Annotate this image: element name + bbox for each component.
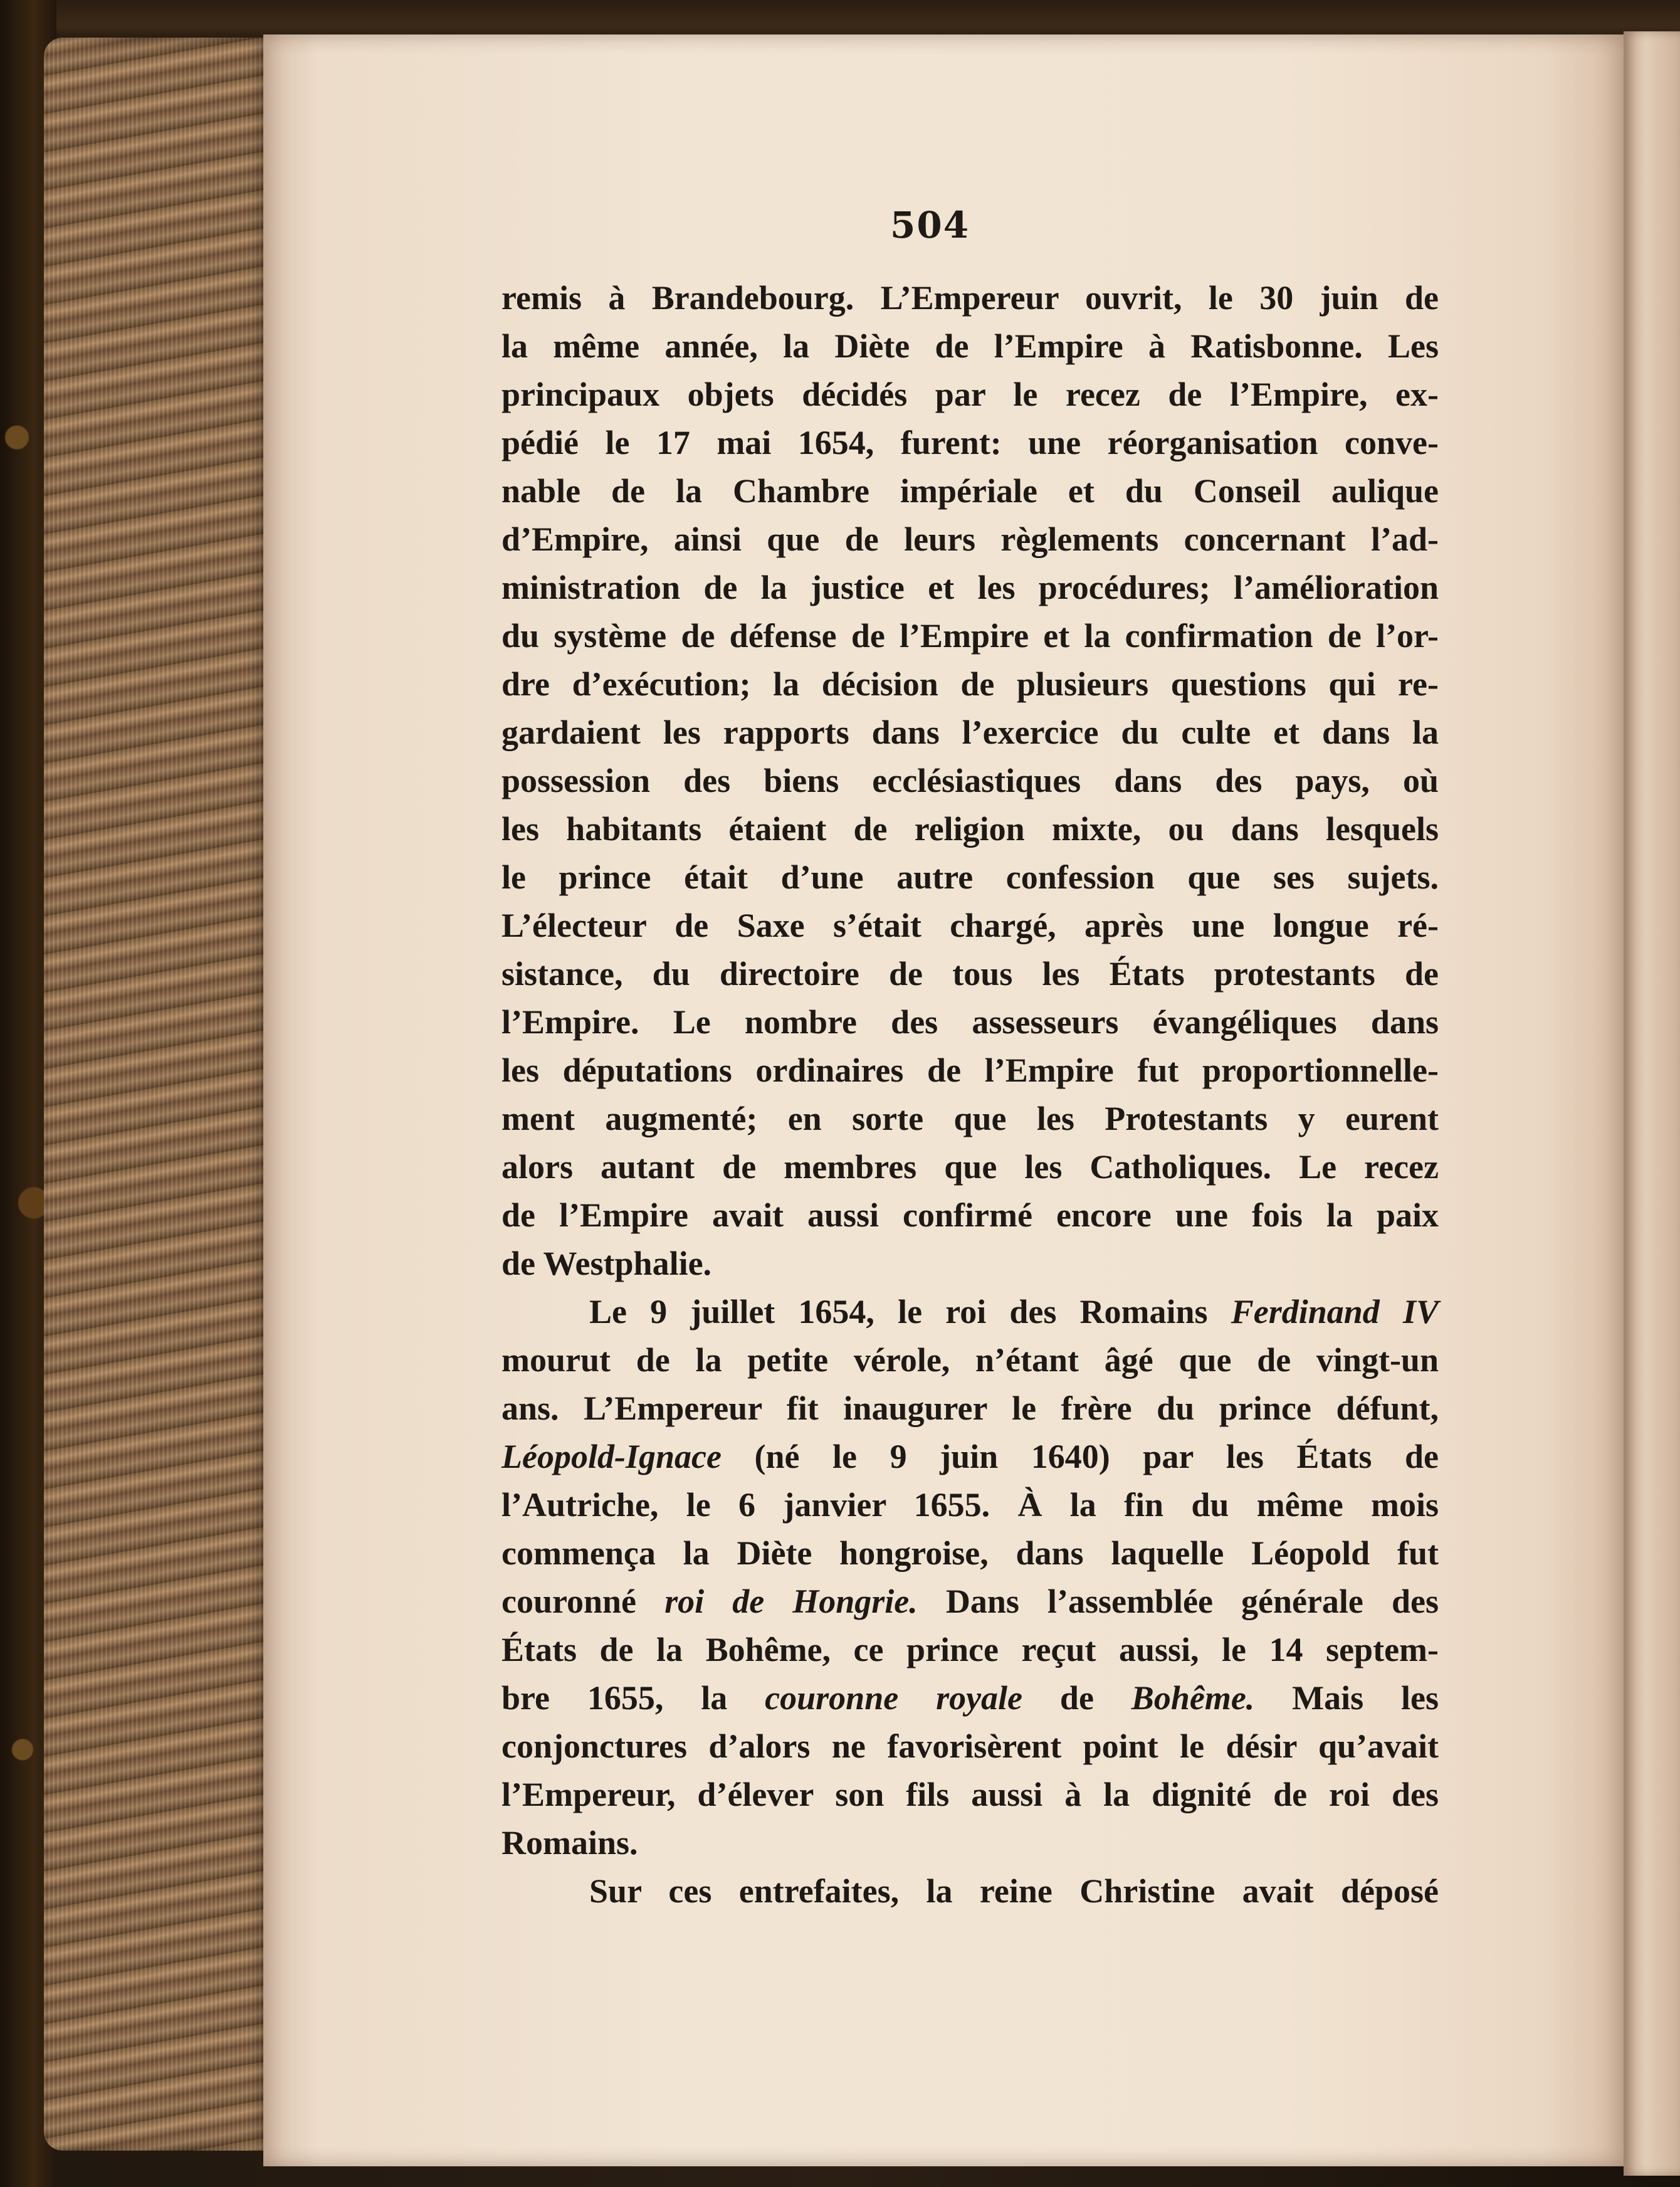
text-line: alors autant de membres que les Catholiques. Le recez [501, 1148, 1439, 1186]
text-emphasis: couronne royale [765, 1679, 1023, 1717]
text-line: Romains. [501, 1824, 638, 1862]
text-emphasis: Bohême. [1131, 1679, 1255, 1717]
text-line: l’Autriche, le 6 janvier 1655. À la fin du même mois [501, 1486, 1439, 1524]
text-line: États de la Bohême, ce prince reçut aussi, le 14 septem- [501, 1631, 1439, 1668]
text-line: les députations ordinaires de l’Empire fut proportionnelle- [501, 1051, 1439, 1089]
text-line: commença la Diète hongroise, dans laquelle Léopold fut [501, 1534, 1439, 1572]
facing-page-edge [1624, 31, 1680, 2176]
text-line: dre d’exécution; la décision de plusieurs questions qui re- [501, 665, 1439, 703]
text-run: bre 1655, la [501, 1679, 765, 1717]
text-line: pédié le 17 mai 1654, furent: une réorganisation conve- [501, 424, 1439, 461]
text-emphasis: Léopold-Ignace [501, 1438, 722, 1475]
text-run: Le 9 juillet 1654, le roi des Romains [589, 1293, 1231, 1331]
text-line [501, 1433, 1439, 1481]
text-line [501, 1288, 1439, 1336]
text-line: L’électeur de Saxe s’était chargé, après une longue ré- [501, 907, 1439, 944]
page-number: 504 [890, 204, 970, 246]
text-line: l’Empereur, d’élever son fils aussi à la dignité de roi des [501, 1776, 1439, 1813]
text-line: remis à Brandebourg. L’Empereur ouvrit, le 30 juin de [501, 279, 1439, 317]
text-line [501, 1578, 1439, 1626]
text-line: nable de la Chambre impériale et du Conseil aulique [501, 472, 1439, 510]
text-run: de [1022, 1679, 1131, 1717]
text-line: du système de défense de l’Empire et la confirmation de l’or- [501, 617, 1439, 655]
text-line: de Westphalie. [501, 1245, 712, 1282]
text-run: couronné [501, 1583, 665, 1620]
text-line: d’Empire, ainsi que de leurs règlements concernant l’ad- [501, 520, 1439, 558]
text-line: le prince était d’une autre confession que ses sujets. [501, 858, 1439, 896]
text-line [501, 1674, 1439, 1722]
text-line: mourut de la petite vérole, n’étant âgé que de vingt-un [501, 1341, 1439, 1379]
text-run: Dans l’assemblée générale des [917, 1583, 1439, 1620]
text-line: les habitants étaient de religion mixte, ou dans lesquels [501, 810, 1439, 848]
text-emphasis: Ferdinand IV [1231, 1293, 1439, 1331]
text-line: sistance, du directoire de tous les États protestants de [501, 955, 1439, 993]
text-line: ministration de la justice et les procédures; l’amélioration [501, 569, 1439, 606]
text-line: l’Empire. Le nombre des assesseurs évangéliques dans [501, 1003, 1439, 1041]
page-text [501, 274, 1439, 1916]
text-line: Sur ces entrefaites, la reine Christine avait déposé [589, 1872, 1439, 1910]
text-line: ment augmenté; en sorte que les Protestants y eurent [501, 1100, 1439, 1137]
text-line: possession des biens ecclésiastiques dans des pays, où [501, 762, 1439, 799]
text-line: ans. L’Empereur fit inaugurer le frère du prince défunt, [501, 1389, 1439, 1427]
text-line: gardaient les rapports dans l’exercice du culte et dans la [501, 714, 1439, 751]
marbled-page-edge [44, 38, 266, 2151]
text-run: (né le 9 juin 1640) par les États de [721, 1438, 1439, 1475]
text-run: Mais les [1254, 1679, 1439, 1717]
text-line: conjonctures d’alors ne favorisèrent point le désir qu’avait [501, 1727, 1439, 1765]
text-emphasis: roi de Hongrie. [664, 1583, 918, 1620]
text-line: de l’Empire avait aussi confirmé encore une fois la paix [501, 1196, 1439, 1234]
text-line: principaux objets décidés par le recez de l’Empire, ex- [501, 376, 1439, 413]
text-line: la même année, la Diète de l’Empire à Ratisbonne. Les [501, 327, 1439, 365]
